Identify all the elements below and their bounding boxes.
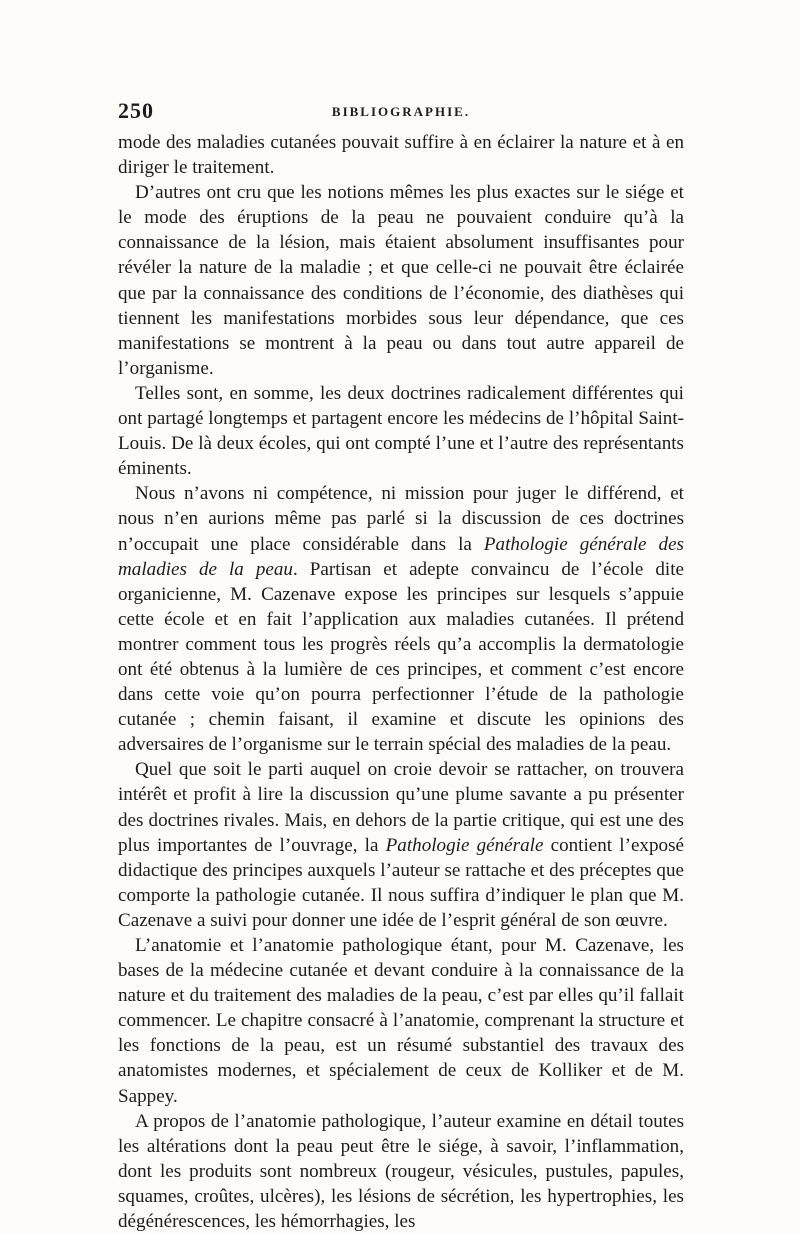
text-run: Quel que soit le parti auquel on croie devoir se rattacher, on trouvera intérêt et profit à lire la discussion qu’une plume savante a pu présenter des doctrines rivales. Mais, en dehors de la partie critique, qui est une des plus importantes de l’ouvrage, la [118,759,684,856]
running-title: BIBLIOGRAPHIE. [331,104,471,119]
text-run: . Partisan et adepte convaincu de l’école dite organicienne, M. Cazenave expose les principes sur lesquels s’appuie cette école et en fait l’application aux maladies cutanées. Il prétend montrer comment tous les progrès réels qu’a accomplis la dermatologie ont été obtenus à la lumière de ces principes, et comment c’est encore dans cette voie qu’on pourra perfectionner l’étude de la pathologie cutanée ; chemin faisant, il examine et discute les opinions des adversaires de l’organisme sur le terrain spécial des maladies de la peau. [118,558,684,756]
paragraph-continuation: mode des maladies cutanées pouvait suffire à en éclairer la nature et à en diriger le traitement. [118,132,684,179]
page-number: 250 [118,98,154,123]
paragraph [118,481,684,757]
paragraph: A propos de l’anatomie pathologique, l’auteur examine en détail toutes les altérations dont la peau peut être le siége, à savoir, l’inflammation, dont les produits sont nombreux (rougeur, vésicules, pustules, papules, squames, croûtes, ulcères), les lésions de sécrétion, les hypertrophies, les dégénérescences, les hémorrhagies, les [118,1110,684,1233]
paragraph: Telles sont, en somme, les deux doctrines radicalement différentes qui ont partagé longtemps et partagent encore les médecins de l’hôpital Saint-Louis. De là deux écoles, qui ont compté l’une et l’autre des représentants éminents. [118,382,684,480]
book-title: Pathologie générale des maladies de la peau [118,533,684,580]
paragraph: L’anatomie et l’anatomie pathologique étant, pour M. Cazenave, les bases de la médecine cutanée et devant conduire à la connaissance de la nature et du traitement des maladies de la peau, c’est par elles qu’il fallait commencer. Le chapitre consacré à l’anatomie, comprenant la structure et les fonctions de la peau, est un résumé substantiel des travaux des anatomistes modernes, et spécialement de ceux de Kolliker et de M. Sappey. [118,935,684,1107]
body-text [118,130,684,1234]
text-run: Nous n’avons ni compétence, ni mission pour juger le différend, et nous n’en aurions même pas parlé si la discussion de ces doctrines n’occupait une place considérable dans la [118,483,684,555]
book-title: Pathologie générale [385,834,544,856]
text-run: contient l’exposé didactique des principes auxquels l’auteur se rattache et des préceptes que comporte la pathologie cutanée. Il nous suffira d’indiquer le plan que M. Cazenave a suivi pour donner une idée de l’esprit général de son œuvre. [118,834,684,931]
paragraph: D’autres ont cru que les notions mêmes les plus exactes sur le siége et le mode des éruptions de la peau ne pouvaient conduire qu’à la connaissance de la lésion, mais étaient absolument insuffisantes pour révéler la nature de la maladie ; et que celle-ci ne pouvait être éclairée que par la connaissance des conditions de l’économie, des diathèses qui tiennent les manifestations morbides sous leur dépendance, que ces manifestations se montrent à la peau ou dans tout autre appareil de l’organisme. [118,182,684,379]
page-header [118,98,684,128]
paragraph [118,757,684,933]
